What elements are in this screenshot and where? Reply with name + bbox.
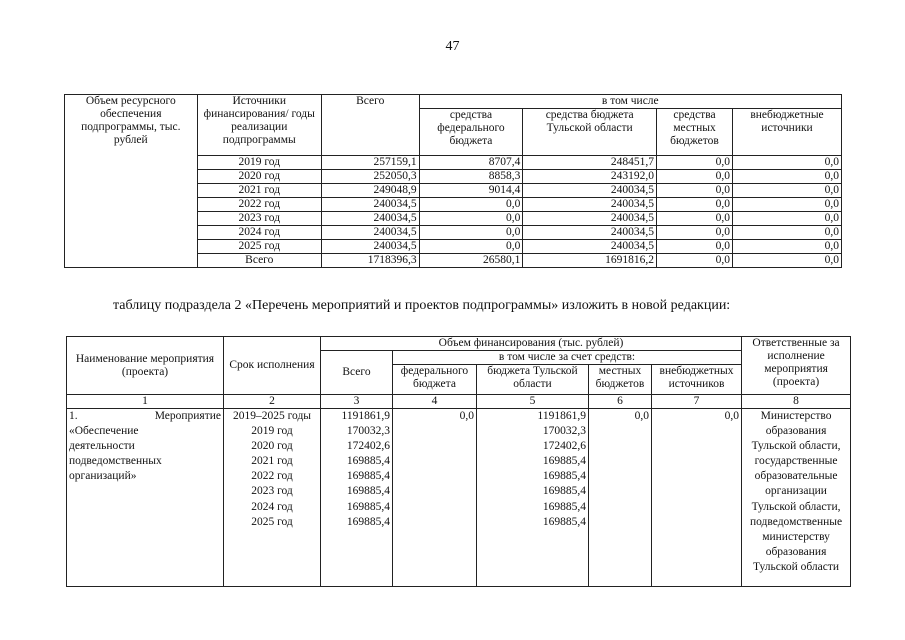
local-header-2: местных бюджетов [589, 365, 652, 395]
text-line: 2025 год [251, 515, 293, 528]
local-cell: 0,0 [656, 198, 732, 212]
local-cell: 0,0 [656, 170, 732, 184]
extra-cell: 0,0 [733, 170, 842, 184]
activity-number: 1. [69, 410, 78, 422]
local-cell: 0,0 [656, 156, 732, 170]
column-number: 4 [393, 395, 477, 409]
local-cell: 0,0 [656, 212, 732, 226]
federal-cell: 0,0 [419, 240, 523, 254]
text-line: Министерство [760, 410, 832, 422]
extra-cell: 0,0 [733, 198, 842, 212]
extra-cell: 0,0 [733, 212, 842, 226]
regional-cell: 240034,5 [523, 212, 657, 226]
year-cell: 2020 год [197, 170, 321, 184]
column-number: 5 [477, 395, 589, 409]
text-line: 2019 год [251, 425, 293, 438]
activity-federal-cell [393, 409, 477, 587]
sources-header: Источники финансирования/ годы реализации подпрограммы [197, 95, 321, 156]
local-header: средства местных бюджетов [656, 109, 732, 156]
federal-cell: 8858,3 [419, 170, 523, 184]
local-cell: 0,0 [656, 240, 732, 254]
activity-totals [321, 409, 393, 587]
extra-cell: 0,0 [733, 184, 842, 198]
column-number: 1 [67, 395, 224, 409]
text-line: образовательные [754, 470, 838, 483]
text-line: организации [765, 485, 827, 498]
text-line: 2021 год [251, 455, 293, 468]
activity-regional [477, 409, 589, 587]
regional-cell: 1691816,2 [523, 254, 657, 268]
regional-cell: 240034,5 [523, 198, 657, 212]
text-line: 170032,3 [346, 425, 390, 438]
activity-label: Мероприятие [154, 410, 221, 422]
text-line: Тульской области, [751, 500, 841, 513]
text-line: 169885,4 [346, 515, 390, 528]
column-number: 7 [652, 395, 742, 409]
regional-header: средства бюджета Тульской области [523, 109, 657, 156]
name-header: Наименование мероприятия (проекта) [67, 337, 224, 395]
activity-responsible [742, 409, 851, 587]
activity-local: 0,0 [634, 410, 649, 422]
activity-name-cell [67, 409, 224, 587]
text-line: 1191861,9 [341, 410, 390, 422]
federal-cell: 8707,4 [419, 156, 523, 170]
text-line: 169885,4 [542, 500, 586, 513]
instruction-paragraph: таблицу подраздела 2 «Перечень мероприятий и проектов подпрограммы» изложить в новой редакции: [113, 298, 731, 313]
column-number: 2 [224, 395, 321, 409]
column-number: 6 [589, 395, 652, 409]
total-cell: 240034,5 [321, 212, 419, 226]
extra-cell: 0,0 [733, 254, 842, 268]
activity-terms [224, 409, 321, 587]
including-header-2: в том числе за счет средств: [393, 351, 742, 365]
text-line: министерству [762, 530, 830, 543]
text-line: 169885,4 [542, 515, 586, 528]
activities-table [66, 336, 851, 587]
total-header-2: Всего [321, 351, 393, 395]
text-line: подведомственные [749, 515, 843, 528]
local-cell: 0,0 [656, 226, 732, 240]
total-cell: 252050,3 [321, 170, 419, 184]
year-cell: 2019 год [197, 156, 321, 170]
text-line: 172402,6 [346, 440, 390, 453]
regional-cell: 240034,5 [523, 184, 657, 198]
extra-header-2: внебюджетных источников [652, 365, 742, 395]
federal-cell: 9014,4 [419, 184, 523, 198]
year-cell: 2021 год [197, 184, 321, 198]
extra-cell: 0,0 [733, 226, 842, 240]
resource-header: Объем ресурсного обеспечения подпрограммы, тыс. рублей [65, 95, 198, 268]
extra-cell: 0,0 [733, 156, 842, 170]
total-cell: 240034,5 [321, 240, 419, 254]
text-line: 2024 год [251, 500, 293, 513]
regional-cell: 240034,5 [523, 240, 657, 254]
activity-extra: 0,0 [724, 410, 740, 422]
year-cell: 2023 год [197, 212, 321, 226]
federal-cell: 0,0 [419, 198, 523, 212]
activity-federal: 0,0 [459, 410, 474, 422]
federal-header: средства федерального бюджета [419, 109, 523, 156]
text-line: Тульской области [753, 560, 840, 573]
local-cell: 0,0 [656, 254, 732, 268]
total-cell: 240034,5 [321, 198, 419, 212]
including-header: в том числе [419, 95, 841, 109]
volume-header: Объем финансирования (тыс. рублей) [321, 337, 742, 351]
year-cell: 2022 год [197, 198, 321, 212]
text-line: деятельности [69, 440, 135, 453]
total-cell: 1718396,3 [321, 254, 419, 268]
text-line: 169885,4 [346, 455, 390, 468]
text-line: 169885,4 [346, 470, 390, 483]
year-cell: 2025 год [197, 240, 321, 254]
text-line: 170032,3 [542, 425, 586, 438]
text-line: подведомственных [69, 455, 162, 468]
year-cell: 2024 год [197, 226, 321, 240]
text-line: 169885,4 [542, 470, 586, 483]
activity-local-cell [589, 409, 652, 587]
year-cell: Всего [197, 254, 321, 268]
text-line: образования [765, 425, 827, 438]
text-line: образования [765, 545, 827, 558]
federal-cell: 0,0 [419, 212, 523, 226]
federal-cell: 0,0 [419, 226, 523, 240]
total-cell: 240034,5 [321, 226, 419, 240]
text-line: 2023 год [251, 485, 293, 498]
regional-cell: 248451,7 [523, 156, 657, 170]
total-cell: 249048,9 [321, 184, 419, 198]
federal-header-2: федерального бюджета [393, 365, 477, 395]
total-cell: 257159,1 [321, 156, 419, 170]
text-line: организаций» [69, 470, 137, 483]
regional-header-2: бюджета Тульской области [477, 365, 589, 395]
regional-cell: 240034,5 [523, 226, 657, 240]
term-header: Срок исполнения [224, 337, 321, 395]
local-cell: 0,0 [656, 184, 732, 198]
responsible-header: Ответственные за исполнение мероприятия (проекта) [742, 337, 851, 395]
text-line: 169885,4 [542, 485, 586, 498]
text-line: 2020 год [251, 440, 293, 453]
text-line: 169885,4 [346, 485, 390, 498]
text-line: «Обеспечение [69, 425, 139, 437]
extra-cell: 0,0 [733, 240, 842, 254]
column-number: 8 [742, 395, 851, 409]
page-number: 47 [445, 39, 460, 54]
text-line: 172402,6 [542, 440, 586, 453]
text-line: 169885,4 [542, 455, 586, 468]
text-line: 2022 год [251, 470, 293, 483]
extra-header: внебюджетные источники [733, 109, 842, 156]
text-line: Тульской области, [751, 440, 841, 453]
text-line: 2019–2025 годы [232, 410, 312, 422]
text-line: 169885,4 [346, 500, 390, 513]
column-number: 3 [321, 395, 393, 409]
text-line: 1191861,9 [537, 410, 586, 422]
text-line: государственные [754, 455, 838, 468]
regional-cell: 243192,0 [523, 170, 657, 184]
resource-table [64, 94, 842, 268]
activity-extra-cell [652, 409, 742, 587]
federal-cell: 26580,1 [419, 254, 523, 268]
total-header: Всего [321, 95, 419, 156]
